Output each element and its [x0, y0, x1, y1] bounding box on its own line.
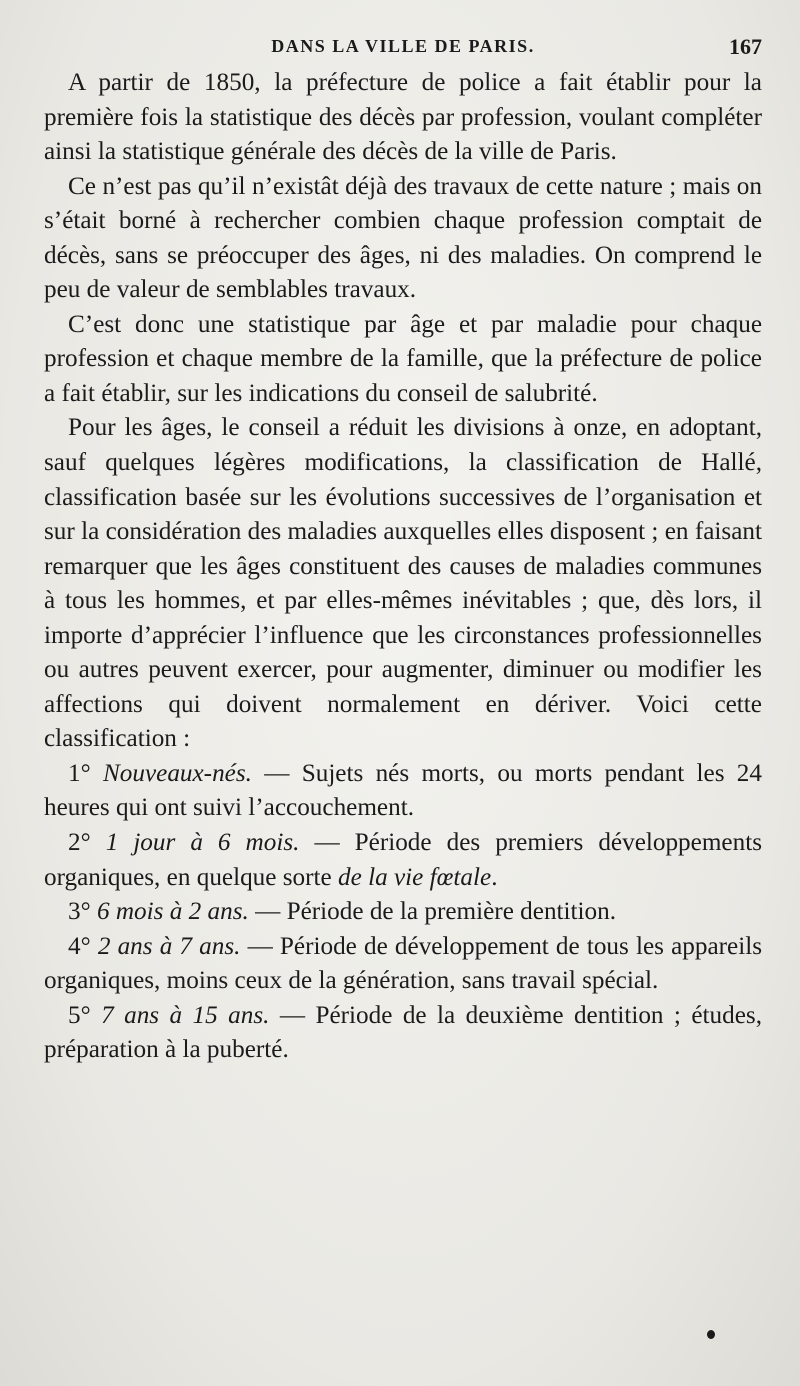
- item-description-end: .: [491, 863, 498, 891]
- item-number: 4°: [68, 932, 91, 960]
- classification-item: [44, 826, 762, 895]
- paragraph: C’est donc une statistique par âge et par maladie pour chaque profession et chaque membre de la famille, que la préfecture de police a fait établir, sur les indications du conseil de salubrité.: [44, 310, 762, 407]
- running-title: DANS LA VILLE DE PARIS.: [271, 36, 535, 56]
- item-description: — Sujets nés morts, ou morts pendant les 24 heures qui ont suivi l’accouchement.: [44, 759, 762, 822]
- item-description: — Période de la première dentition.: [248, 898, 617, 926]
- classification-item: [44, 895, 762, 930]
- classification-item: [44, 930, 762, 999]
- classification-item: [44, 999, 762, 1068]
- item-number: 5°: [68, 1001, 91, 1029]
- paragraph: Pour les âges, le conseil a réduit les divisions à onze, en adoptant, sauf quelques légères modifications, la classification de Hallé, classification basée sur les évolutions successives de l’organisation et sur la considération des maladies auxquelles elles disposent ; en faisant remarquer que les âges constituent des causes de maladies communes à tous les hommes, et par elles-mêmes inévitables ; que, dès lors, il importe d’apprécier l’influence que les circonstances professionnelles ou autres peuvent exercer, pour augmenter, diminuer ou modifier les affections qui doivent normalement en dériver. Voici cette classification :: [44, 414, 762, 753]
- paragraph: A partir de 1850, la préfecture de police a fait établir pour la première fois la statistique des décès par profession, voulant compléter ainsi la statistique générale des décès de la ville de Paris.: [44, 69, 762, 166]
- item-number: 3°: [68, 898, 91, 926]
- body-text: [44, 66, 762, 1068]
- item-number: 2°: [68, 829, 91, 857]
- item-label: 2 ans à 7 ans.: [97, 932, 241, 960]
- page-number: 167: [729, 34, 762, 59]
- item-label: Nouveaux-nés.: [102, 759, 252, 787]
- item-description: — Période de développement de tous les appareils organiques, moins ceux de la génération, sans travail spécial.: [44, 932, 763, 995]
- item-description: — Période des premiers développements organiques, en quelque sorte: [44, 829, 762, 891]
- item-label: 7 ans à 15 ans.: [101, 1001, 270, 1029]
- item-number: 1°: [68, 759, 91, 787]
- item-label: 1 jour à 6 mois.: [105, 829, 300, 857]
- ink-dot: [707, 1330, 715, 1339]
- item-description: — Période de la deuxième dentition ; études, préparation à la puberté.: [44, 1001, 762, 1064]
- paragraph: Ce n’est pas qu’il n’existât déjà des travaux de cette nature ; mais on s’était borné à rechercher combien chaque profession comptait de décès, sans se préoccuper des âges, ni des maladies. On comprend le peu de valeur de semblables travaux.: [44, 172, 762, 304]
- classification-item: [44, 757, 762, 826]
- item-label: 6 mois à 2 ans.: [96, 898, 249, 926]
- running-head: [44, 30, 762, 66]
- item-description-italic: de la vie fœtale: [338, 863, 492, 891]
